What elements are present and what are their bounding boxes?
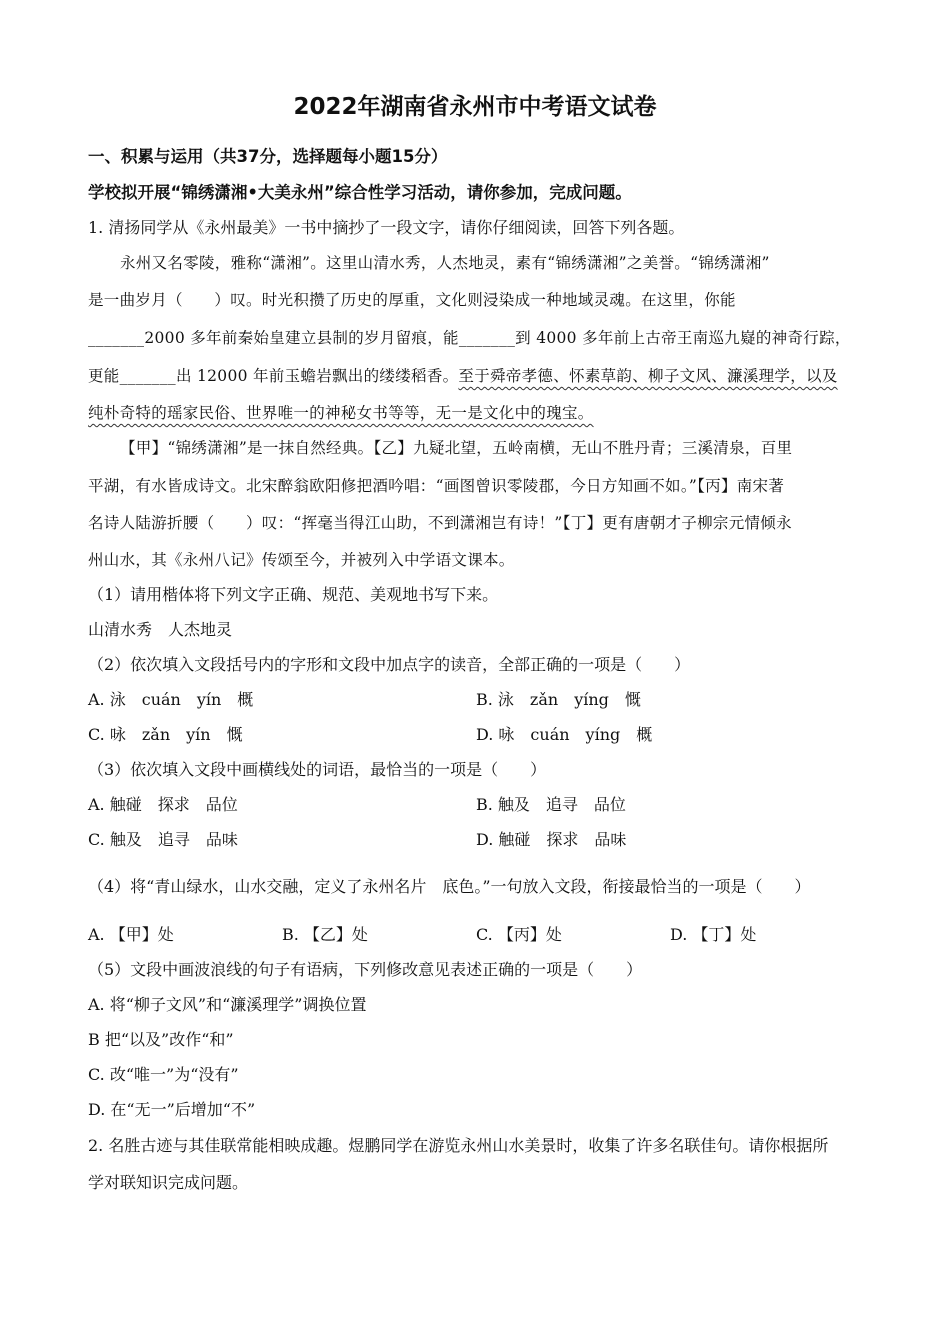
sub-question-5: （5）文段中画波浪线的句子有语病，下列修改意见表述正确的一项是（ ） — [88, 960, 643, 979]
wavy-underlined-sentence: 至于舜帝孝德、怀素草韵、柳子文风、濂溪理学，以及 — [458, 367, 838, 385]
activity-intro: 学校拟开展“锦绣潇湘•大美永州”综合性学习活动，请你参加，完成问题。 — [88, 183, 632, 202]
option-c[interactable]: C. 咏 zǎn yín 慨 — [88, 725, 243, 744]
section-heading: 一、积累与运用（共37分，选择题每小题15分） — [88, 147, 448, 166]
passage-line — [88, 403, 594, 423]
option-b[interactable]: B. 【乙】处 — [282, 925, 368, 944]
option-c[interactable]: C. 【丙】处 — [476, 925, 562, 944]
option-d[interactable]: D. 在“无一”后增加“不” — [88, 1100, 256, 1119]
question-1-intro: 1. 清扬同学从《永州最美》一书中摘抄了一段文字，请你仔细阅读，回答下列各题。 — [88, 218, 685, 237]
passage-line: 平湖，有水皆成诗文。北宋醉翁欧阳修把酒吟唱：“画图曾识零陵郡，今日方知画不如。”【丙】南宋著 — [88, 477, 785, 495]
passage-line: _______2000 多年前秦始皇建立县制的岁月留痕，能_______到 4000 多年前上古帝王南巡九嶷的神奇行踪， — [88, 329, 851, 347]
option-d[interactable]: D. 【丁】处 — [670, 925, 757, 944]
copy-text: 山清水秀 人杰地灵 — [88, 620, 233, 639]
option-c[interactable]: C. 触及 追寻 品味 — [88, 830, 238, 849]
passage-line: 名诗人陆游折腰（ ）叹：“挥毫当得江山助，不到潇湘岂有诗！”【丁】更有唐朝才子柳宗元情倾永 — [88, 514, 792, 532]
passage-line: 州山水，其《永州八记》传颂至今，并被列入中学语文课本。 — [88, 551, 515, 569]
option-b[interactable]: B 把“以及”改作“和” — [88, 1030, 234, 1049]
question-2-text: 2. 名胜古迹与其佳联常能相映成趣。煜鹏同学在游览永州山水美景时，收集了许多名联佳句。请你根据所 — [88, 1136, 829, 1155]
option-a[interactable]: A. 触碰 探求 品位 — [88, 795, 238, 814]
sub-question-4: （4）将“青山绿水，山水交融，定义了永州名片 底色。”一句放入文段，衔接最恰当的一项是（ ） — [88, 877, 811, 896]
option-a[interactable]: A. 将“柳子文风”和“濂溪理学”调换位置 — [88, 995, 367, 1014]
option-b[interactable]: B. 触及 追寻 品位 — [476, 795, 626, 814]
option-d[interactable]: D. 触碰 探求 品味 — [476, 830, 627, 849]
passage-line: 是一曲岁月（ ）叹。时光积攒了历史的厚重，文化则浸染成一种地域灵魂。在这里，你能 — [88, 291, 736, 309]
sub-question-3: （3）依次填入文段中画横线处的词语，最恰当的一项是（ ） — [88, 760, 547, 779]
exam-title: 2022年湖南省永州市中考语文试卷 — [293, 94, 657, 120]
sub-question-2: （2）依次填入文段括号内的字形和文段中加点字的读音，全部正确的一项是（ ） — [88, 655, 691, 674]
question-2-text: 学对联知识完成问题。 — [88, 1173, 249, 1192]
passage-line — [88, 366, 838, 386]
passage-line: 永州又名零陵，雅称“潇湘”。这里山清水秀，人杰地灵，素有“锦绣潇湘”之美誉。“锦绣潇湘” — [120, 254, 770, 272]
option-b[interactable]: B. 泳 zǎn yíng 慨 — [476, 690, 641, 709]
option-c[interactable]: C. 改“唯一”为“没有” — [88, 1065, 239, 1084]
passage-text: 更能_______出 12000 年前玉蟾岩飘出的缕缕稻香。 — [88, 367, 459, 385]
sub-question-1: （1）请用楷体将下列文字正确、规范、美观地书写下来。 — [88, 585, 499, 604]
wavy-underlined-sentence: 纯朴奇特的瑶家民俗、世界唯一的神秘女书等等，无一是文化中的瑰宝。 — [88, 404, 594, 422]
option-a[interactable]: A. 【甲】处 — [88, 925, 174, 944]
passage-line: 【甲】“锦绣潇湘”是一抹自然经典。【乙】九疑北望，五岭南横，无山不胜丹青；三溪清泉，百里 — [120, 439, 793, 457]
option-a[interactable]: A. 泳 cuán yín 概 — [88, 690, 254, 709]
option-d[interactable]: D. 咏 cuán yíng 概 — [476, 725, 653, 744]
